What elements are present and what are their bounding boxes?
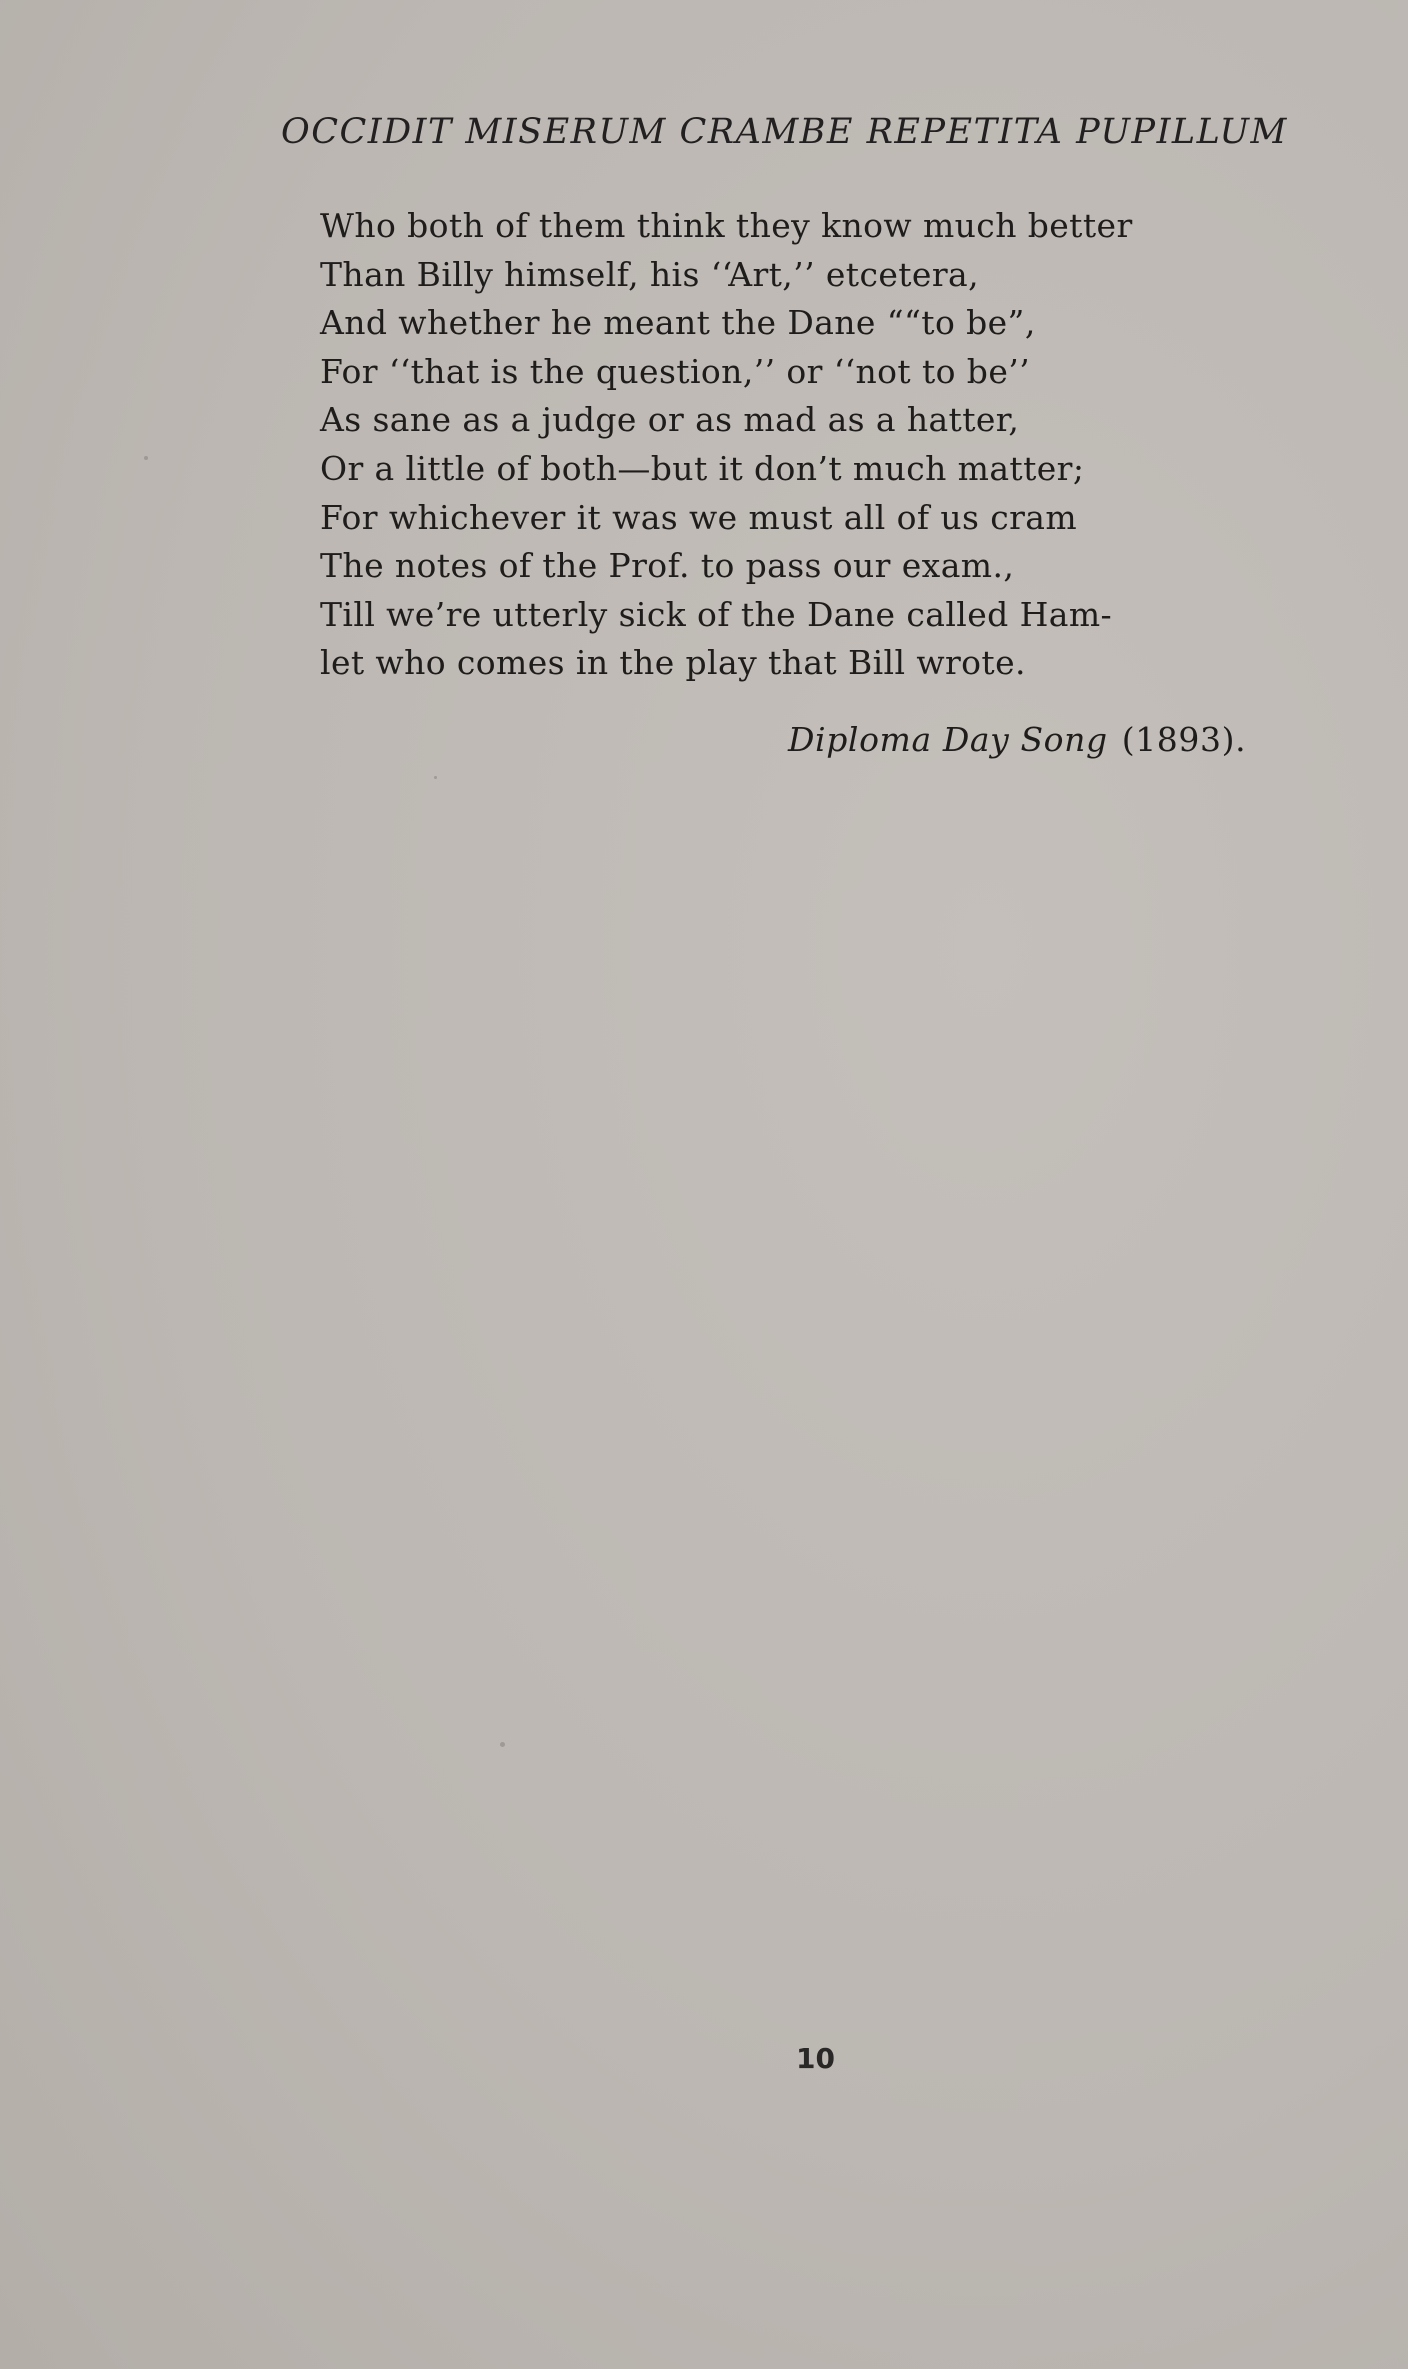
- verse-stanza: [320, 202, 1320, 688]
- verse-line: As sane as a judge or as mad as a hatter,: [320, 400, 1020, 440]
- verse-line: Till we’re utterly sick of the Dane called Ham-: [320, 594, 1113, 634]
- paper-speck: [434, 776, 437, 779]
- verse-line: The notes of the Prof. to pass our exam.,: [320, 546, 1015, 586]
- verse-line: Who both of them think they know much better: [320, 206, 1133, 245]
- running-head: OCCIDIT MISERUM CRAMBE REPETITA PUPILLUM: [281, 112, 1288, 152]
- verse-line: For whichever it was we must all of us cram: [320, 497, 1078, 537]
- paper-speck: [500, 1742, 505, 1747]
- verse-line: For ‘‘that is the question,’’ or ‘‘not to be’’: [320, 351, 1031, 391]
- paper-speck: [144, 456, 148, 460]
- verse-line: Than Billy himself, his ‘‘Art,’’ etcetera,: [320, 254, 979, 294]
- verse-line: And whether he meant the Dane ““to be”,: [320, 303, 1036, 343]
- verse-line: let who comes in the play that Bill wrote.: [320, 643, 1026, 683]
- verse-line: Or a little of both—but it don’t much matter;: [320, 448, 1085, 488]
- attribution: [788, 720, 1246, 759]
- attribution-source: Diploma Day Song: [788, 720, 1108, 759]
- attribution-year: (1893).: [1121, 720, 1247, 759]
- page-number: 10: [796, 2042, 835, 2075]
